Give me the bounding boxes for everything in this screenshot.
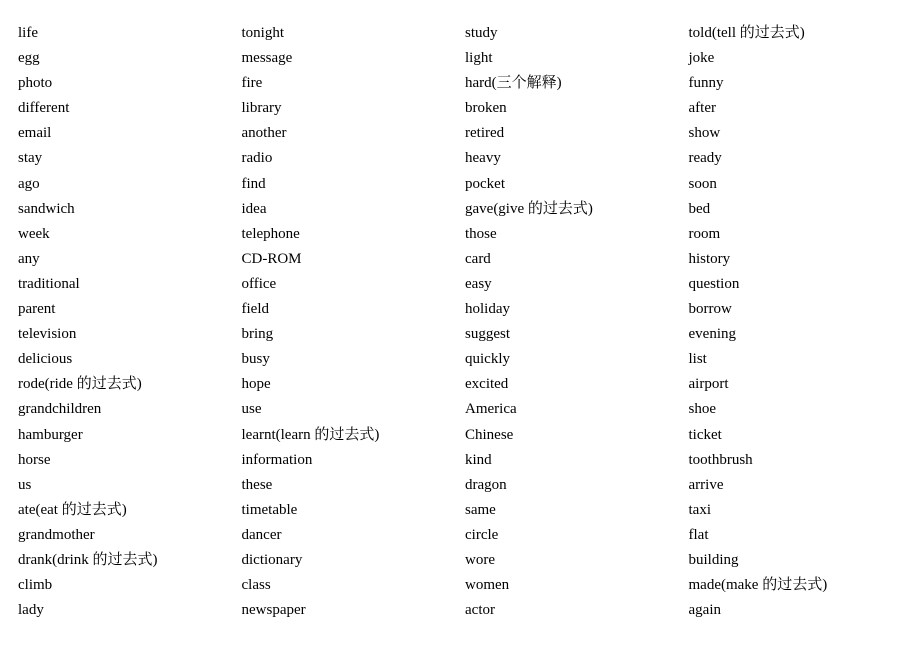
word-item: these bbox=[241, 476, 273, 493]
word-item: made(make 的过去式) bbox=[688, 577, 828, 594]
word-item: after bbox=[688, 100, 716, 117]
word-item: flat bbox=[688, 526, 709, 543]
word-item: America bbox=[465, 401, 517, 418]
word-item: room bbox=[688, 225, 721, 242]
word-item: light bbox=[465, 50, 493, 67]
word-item: dancer bbox=[241, 526, 282, 543]
word-item: holiday bbox=[465, 301, 510, 318]
word-item: toothbrush bbox=[688, 451, 753, 468]
word-item: actor bbox=[465, 602, 495, 619]
word-item: email bbox=[18, 125, 52, 142]
vocabulary-table bbox=[18, 21, 912, 623]
word-item: dragon bbox=[465, 476, 507, 493]
word-item: horse bbox=[18, 451, 51, 468]
word-item: arrive bbox=[688, 476, 724, 493]
word-item: study bbox=[465, 25, 498, 41]
word-column-4 bbox=[689, 21, 913, 623]
word-item: building bbox=[688, 551, 739, 568]
word-item: women bbox=[465, 577, 510, 594]
word-item: retired bbox=[465, 125, 505, 142]
word-item: different bbox=[18, 100, 70, 117]
word-item: any bbox=[18, 250, 40, 267]
word-item: borrow bbox=[688, 301, 732, 318]
word-item: shoe bbox=[688, 401, 716, 418]
word-item: easy bbox=[465, 275, 492, 292]
word-item: heavy bbox=[465, 150, 501, 167]
word-item: hamburger bbox=[18, 426, 83, 443]
word-item: ago bbox=[18, 175, 40, 192]
word-item: dictionary bbox=[241, 551, 303, 568]
word-item: bed bbox=[688, 200, 711, 217]
word-item: drank(drink 的过去式) bbox=[18, 551, 158, 568]
word-item: idea bbox=[241, 200, 267, 217]
word-item: CD-ROM bbox=[241, 250, 302, 267]
word-item: timetable bbox=[241, 501, 298, 518]
word-item: field bbox=[241, 301, 269, 318]
word-column-3 bbox=[465, 21, 689, 623]
word-item: taxi bbox=[688, 501, 711, 518]
word-item: television bbox=[18, 326, 77, 343]
word-item: another bbox=[241, 125, 287, 142]
word-item: newspaper bbox=[241, 602, 306, 619]
word-item: rode(ride 的过去式) bbox=[18, 376, 142, 393]
word-item: bring bbox=[241, 326, 274, 343]
word-item: broken bbox=[465, 100, 507, 117]
word-item: class bbox=[241, 577, 271, 594]
word-item: Chinese bbox=[465, 426, 514, 443]
word-item: fire bbox=[241, 75, 263, 92]
word-item: life bbox=[18, 25, 38, 41]
word-item: pocket bbox=[465, 175, 505, 192]
word-item: telephone bbox=[241, 225, 300, 242]
word-item: week bbox=[18, 225, 50, 242]
word-item: those bbox=[465, 225, 497, 242]
word-item: history bbox=[688, 250, 731, 267]
word-item: use bbox=[241, 401, 262, 418]
word-item: lady bbox=[18, 602, 44, 619]
word-item: sandwich bbox=[18, 200, 75, 217]
word-item: traditional bbox=[18, 275, 80, 292]
word-item: question bbox=[688, 275, 740, 292]
word-item: office bbox=[241, 275, 277, 292]
word-item: message bbox=[241, 50, 293, 67]
word-item: evening bbox=[688, 326, 736, 343]
word-item: radio bbox=[241, 150, 273, 167]
word-item: learnt(learn 的过去式) bbox=[241, 426, 380, 443]
word-item: hard(三个解释) bbox=[465, 75, 562, 92]
word-item: egg bbox=[18, 50, 40, 67]
word-item: list bbox=[688, 351, 707, 368]
word-item: grandchildren bbox=[18, 401, 102, 418]
word-item: joke bbox=[688, 50, 715, 67]
word-item: grandmother bbox=[18, 526, 95, 543]
word-item: airport bbox=[688, 376, 729, 393]
word-item: parent bbox=[18, 301, 56, 318]
word-item: quickly bbox=[465, 351, 510, 368]
word-column-2 bbox=[242, 21, 466, 623]
word-item: same bbox=[465, 501, 496, 518]
word-item: again bbox=[688, 602, 721, 619]
word-item: photo bbox=[18, 75, 53, 92]
word-item: ate(eat 的过去式) bbox=[18, 501, 127, 518]
word-item: gave(give 的过去式) bbox=[465, 200, 593, 217]
word-column-1 bbox=[18, 21, 242, 623]
word-item: find bbox=[241, 175, 266, 192]
word-item: delicious bbox=[18, 351, 73, 368]
word-item: told(tell 的过去式) bbox=[688, 25, 805, 41]
word-item: suggest bbox=[465, 326, 510, 343]
word-item: busy bbox=[241, 351, 270, 368]
word-item: soon bbox=[688, 175, 717, 192]
word-item: excited bbox=[465, 376, 509, 393]
word-item: ticket bbox=[688, 426, 722, 443]
word-item: climb bbox=[18, 577, 53, 594]
word-item: tonight bbox=[241, 25, 285, 41]
word-item: show bbox=[688, 125, 721, 142]
word-item: stay bbox=[18, 150, 43, 167]
word-item: kind bbox=[465, 451, 492, 468]
word-item: ready bbox=[688, 150, 722, 167]
word-item: information bbox=[241, 451, 313, 468]
word-item: us bbox=[18, 476, 32, 493]
word-item: circle bbox=[465, 526, 499, 543]
word-item: wore bbox=[465, 551, 495, 568]
word-item: hope bbox=[241, 376, 271, 393]
word-item: library bbox=[241, 100, 282, 117]
word-item: funny bbox=[688, 75, 724, 92]
word-item: card bbox=[465, 250, 491, 267]
